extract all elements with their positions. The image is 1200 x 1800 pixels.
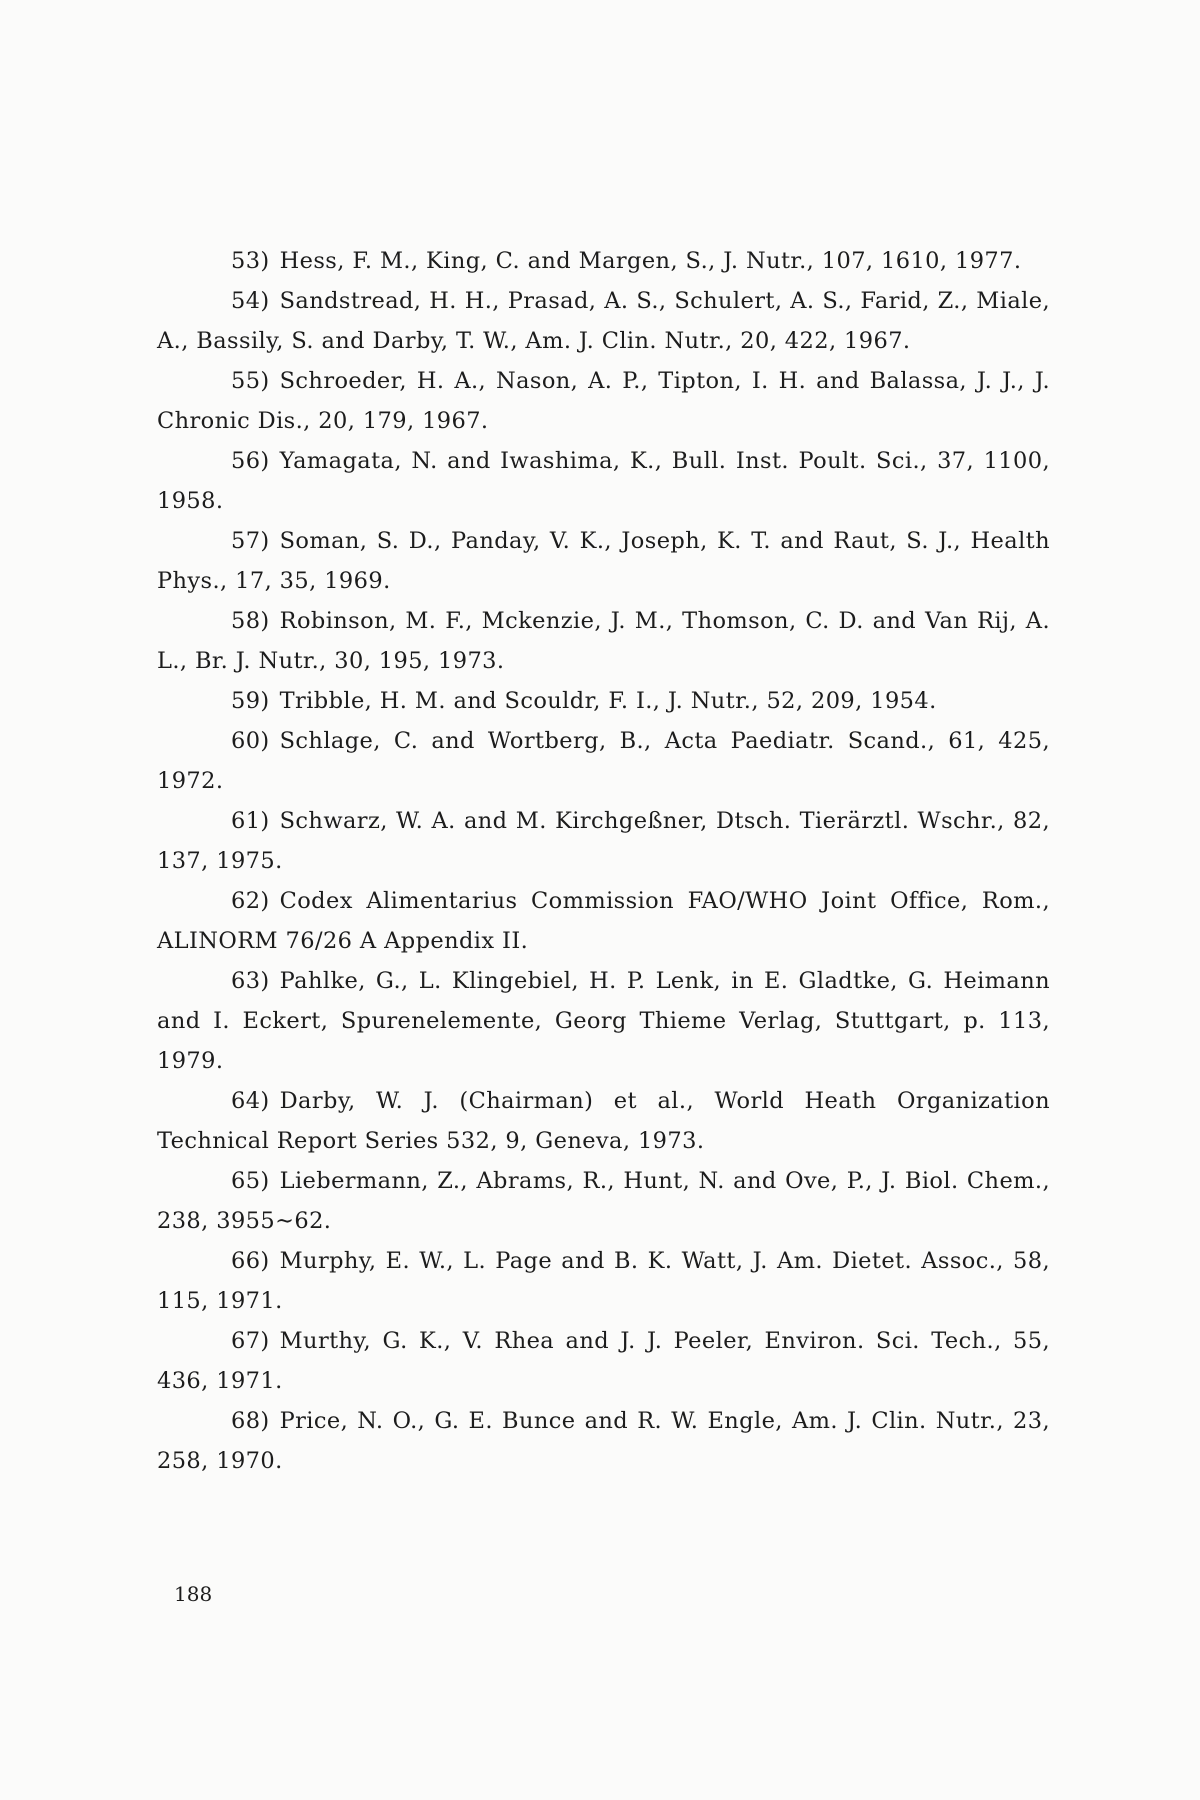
reference-66 — [157, 1241, 1050, 1321]
reference-number: 54) — [231, 288, 270, 314]
reference-number: 62) — [231, 888, 270, 914]
reference-number: 63) — [231, 968, 270, 994]
reference-text: Price, N. O., G. E. Bunce and R. W. Engle, Am. J. Clin. Nutr., 23, 258, 1970. — [157, 1408, 1050, 1474]
reference-59 — [157, 681, 1050, 721]
reference-number: 55) — [231, 368, 270, 394]
reference-text: Robinson, M. F., Mckenzie, J. M., Thomson, C. D. and Van Rij, A. L., Br. J. Nutr., 30, 195, 1973. — [157, 608, 1050, 674]
reference-text: Pahlke, G., L. Klingebiel, H. P. Lenk, in E. Gladtke, G. Heimann and I. Eckert, Spurenelemente, Georg Thieme Verlag, Stuttgart, p. 113, 1979. — [157, 968, 1050, 1074]
reference-55 — [157, 361, 1050, 441]
reference-54 — [157, 281, 1050, 361]
reference-68 — [157, 1401, 1050, 1481]
reference-53 — [157, 241, 1050, 281]
reference-text: Tribble, H. M. and Scouldr, F. I., J. Nutr., 52, 209, 1954. — [279, 688, 937, 714]
reference-number: 60) — [231, 728, 270, 754]
reference-number: 68) — [231, 1408, 270, 1434]
reference-text: Sandstread, H. H., Prasad, A. S., Schulert, A. S., Farid, Z., Miale, A., Bassily, S. and Darby, T. W., Am. J. Clin. Nutr., 20, 422, 1967. — [157, 288, 1050, 354]
reference-number: 66) — [231, 1248, 270, 1274]
reference-number: 56) — [231, 448, 270, 474]
reference-56 — [157, 441, 1050, 521]
reference-text: Darby, W. J. (Chairman) et al., World Heath Organization Technical Report Series 532, 9, Geneva, 1973. — [157, 1088, 1050, 1154]
reference-number: 58) — [231, 608, 270, 634]
reference-number: 53) — [231, 248, 270, 274]
reference-61 — [157, 801, 1050, 881]
reference-number: 65) — [231, 1168, 270, 1194]
reference-65 — [157, 1161, 1050, 1241]
reference-text: Codex Alimentarius Commission FAO/WHO Joint Office, Rom., ALINORM 76/26 A Appendix II. — [157, 888, 1050, 954]
reference-number: 59) — [231, 688, 270, 714]
reference-57 — [157, 521, 1050, 601]
reference-text: Schroeder, H. A., Nason, A. P., Tipton, I. H. and Balassa, J. J., J. Chronic Dis., 20, 179, 1967. — [157, 368, 1050, 434]
reference-text: Yamagata, N. and Iwashima, K., Bull. Inst. Poult. Sci., 37, 1100, 1958. — [157, 448, 1050, 514]
reference-text: Liebermann, Z., Abrams, R., Hunt, N. and Ove, P., J. Biol. Chem., 238, 3955∼62. — [157, 1168, 1050, 1234]
reference-text: Schlage, C. and Wortberg, B., Acta Paediatr. Scand., 61, 425, 1972. — [157, 728, 1050, 794]
reference-number: 64) — [231, 1088, 270, 1114]
reference-list — [157, 241, 1050, 1481]
reference-60 — [157, 721, 1050, 801]
reference-number: 61) — [231, 808, 270, 834]
reference-64 — [157, 1081, 1050, 1161]
reference-text: Schwarz, W. A. and M. Kirchgeßner, Dtsch. Tierärztl. Wschr., 82, 137, 1975. — [157, 808, 1050, 874]
reference-67 — [157, 1321, 1050, 1401]
reference-text: Murthy, G. K., V. Rhea and J. J. Peeler, Environ. Sci. Tech., 55, 436, 1971. — [157, 1328, 1050, 1394]
reference-text: Soman, S. D., Panday, V. K., Joseph, K. T. and Raut, S. J., Health Phys., 17, 35, 1969. — [157, 528, 1050, 594]
reference-62 — [157, 881, 1050, 961]
reference-58 — [157, 601, 1050, 681]
page-number: 188 — [174, 1582, 213, 1606]
reference-text: Murphy, E. W., L. Page and B. K. Watt, J. Am. Dietet. Assoc., 58, 115, 1971. — [157, 1248, 1050, 1314]
reference-text: Hess, F. M., King, C. and Margen, S., J. Nutr., 107, 1610, 1977. — [279, 248, 1022, 274]
reference-number: 67) — [231, 1328, 270, 1354]
reference-63 — [157, 961, 1050, 1081]
reference-number: 57) — [231, 528, 270, 554]
